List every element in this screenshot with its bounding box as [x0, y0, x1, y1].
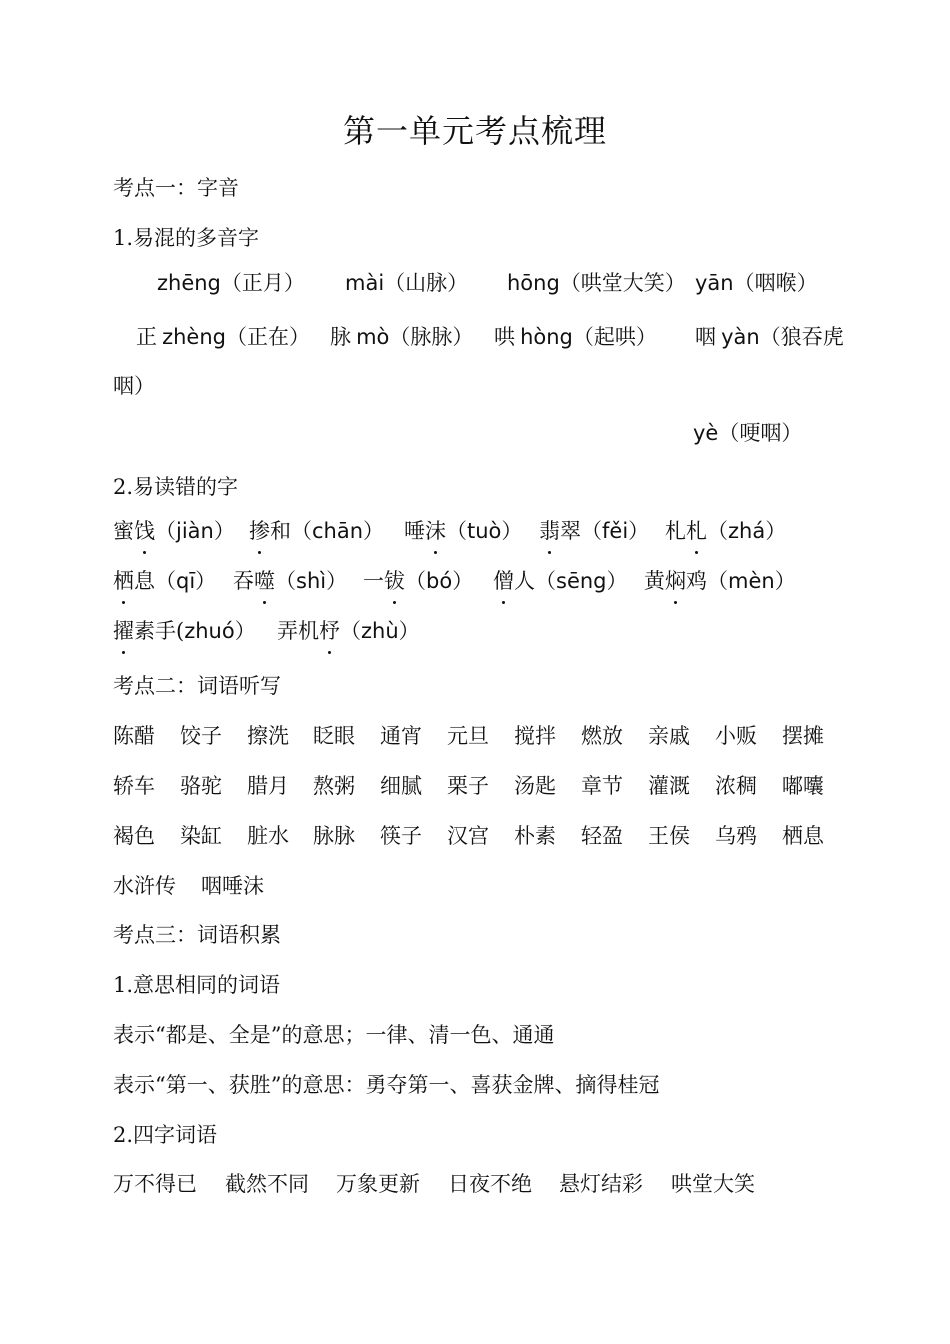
word: 汤匙	[514, 774, 556, 798]
word: 熬粥	[313, 774, 355, 798]
dotted-char: 杼	[319, 615, 340, 645]
example-word: （正在）	[226, 325, 310, 349]
word: 浓稠	[715, 774, 757, 798]
misread-row: 黄焖鸡（mèn）	[644, 565, 796, 595]
example-word: （起哄）	[572, 325, 657, 349]
word: 王侯	[648, 824, 690, 848]
word: 水浒传	[113, 874, 176, 898]
pinyin: zhēng	[157, 271, 221, 295]
poly-item	[157, 267, 305, 297]
misread-row: 掺和（chān）	[249, 515, 384, 545]
word: 轿车	[113, 774, 155, 798]
synonym-line: 表示“都是、全是”的意思；一律、清一色、通通	[113, 1023, 555, 1047]
idiom: 万象更新	[336, 1172, 420, 1196]
subheading-polyphonic: 1.易混的多音字	[113, 226, 260, 250]
pinyin: sēng	[556, 569, 607, 593]
section-heading-dictation: 考点二：词语听写	[113, 674, 281, 698]
word: 陈醋	[113, 724, 155, 748]
dotted-char: 栖	[113, 565, 134, 595]
pinyin: hòng	[520, 325, 573, 349]
word: 小贩	[715, 724, 757, 748]
page-title: 第一单元考点梳理	[342, 112, 607, 150]
poly-item	[695, 267, 818, 297]
word: 搅拌	[514, 724, 556, 748]
pinyin: shì	[296, 569, 327, 593]
word: 汉宫	[447, 824, 489, 848]
word: 栖息	[782, 824, 824, 848]
word: 饺子	[180, 724, 222, 748]
word: 摆摊	[782, 724, 824, 748]
example-word: （山脉）	[384, 271, 469, 295]
word: 朴素	[514, 824, 556, 848]
pinyin: tuò	[467, 519, 502, 543]
word: 乌鸦	[715, 824, 757, 848]
misread-row: 一钹（bó）	[363, 565, 473, 595]
poly-item	[330, 321, 473, 351]
word: 褐色	[113, 824, 155, 848]
word: 擦洗	[247, 724, 289, 748]
misread-row: 蜜饯（jiàn）	[113, 515, 235, 545]
word: 脉脉	[313, 824, 355, 848]
subheading-misread: 2.易读错的字	[113, 475, 239, 499]
misread-row: 札札（zhá）	[665, 515, 786, 545]
pinyin: bó	[426, 569, 453, 593]
dotted-char: 饯	[134, 515, 155, 545]
word: 轻盈	[581, 824, 623, 848]
pinyin: yān	[695, 271, 734, 295]
word: 筷子	[380, 824, 422, 848]
pinyin: zhá	[728, 519, 766, 543]
word: 染缸	[180, 824, 222, 848]
dotted-char: 翡	[539, 515, 560, 545]
misread-row: 翡翠（fěi）	[539, 515, 649, 545]
word: 腊月	[247, 774, 289, 798]
subheading-synonyms: 1.意思相同的词语	[113, 973, 281, 997]
example-word: （狼吞虎	[759, 325, 844, 349]
subheading-idioms: 2.四字词语	[113, 1123, 218, 1147]
dotted-char: 僧	[493, 565, 514, 595]
word: 燃放	[581, 724, 623, 748]
idiom: 截然不同	[225, 1172, 309, 1196]
word: 灌溉	[648, 774, 690, 798]
poly-item	[136, 321, 310, 351]
dotted-char: 噬	[254, 565, 275, 595]
dotted-char: 札	[686, 515, 707, 545]
section-heading-vocabulary: 考点三：词语积累	[113, 923, 281, 947]
misread-row: 唾沫（tuò）	[404, 515, 522, 545]
pinyin: fěi	[602, 519, 629, 543]
dotted-char: 焖	[665, 565, 686, 595]
poly-item	[345, 267, 468, 297]
pinyin: yàn	[721, 325, 760, 349]
character: 正	[136, 325, 157, 349]
word: 咽唾沫	[201, 874, 264, 898]
pinyin: mò	[356, 325, 390, 349]
poly-item	[693, 417, 802, 447]
example-word: （正月）	[220, 271, 305, 295]
dotted-char: 沫	[425, 515, 446, 545]
pinyin: chān	[312, 519, 364, 543]
word: 亲戚	[648, 724, 690, 748]
word: 嘟囔	[782, 774, 824, 798]
dotted-char: 擢	[113, 615, 134, 645]
misread-row: 僧人（sēng）	[493, 565, 628, 595]
example-word: （脉脉）	[389, 325, 474, 349]
idiom: 哄堂大笑	[671, 1172, 755, 1196]
idiom: 日夜不绝	[448, 1172, 532, 1196]
word: 栗子	[447, 774, 489, 798]
synonym-line: 表示“第一、获胜”的意思：勇夺第一、喜获金牌、摘得桂冠	[113, 1073, 660, 1097]
section-heading-pronunciation: 考点一：字音	[113, 176, 239, 200]
word: 骆驼	[180, 774, 222, 798]
idiom: 万不得已	[113, 1172, 197, 1196]
misread-row: 弄机杼（zhù）	[277, 615, 420, 645]
dotted-char: 掺	[249, 515, 270, 545]
pinyin: hōng	[507, 271, 560, 295]
misread-row: 栖息（qī）	[113, 565, 216, 595]
pinyin: zhuó	[184, 619, 235, 643]
dotted-char: 钹	[384, 565, 405, 595]
word: 通宵	[380, 724, 422, 748]
poly-item	[494, 321, 657, 351]
character: 哄	[494, 325, 515, 349]
pinyin: zhù	[361, 619, 399, 643]
poly-item	[695, 321, 844, 351]
pinyin: yè	[693, 421, 719, 445]
example-word: （咽喉）	[733, 271, 818, 295]
character: 脉	[330, 325, 351, 349]
pinyin: qī	[176, 569, 196, 593]
pinyin: zhèng	[162, 325, 226, 349]
pinyin: jiàn	[176, 519, 214, 543]
word: 眨眼	[313, 724, 355, 748]
word: 脏水	[247, 824, 289, 848]
character: 咽	[695, 325, 716, 349]
misread-row: 吞噬（shì）	[233, 565, 347, 595]
pinyin: mèn	[728, 569, 775, 593]
word: 细腻	[380, 774, 422, 798]
word: 元旦	[447, 724, 489, 748]
example-word: （哽咽）	[718, 421, 803, 445]
example-word: （哄堂大笑）	[559, 271, 686, 295]
idiom: 悬灯结彩	[559, 1172, 643, 1196]
misread-row: 擢素手(zhuó）	[113, 615, 256, 645]
word: 章节	[581, 774, 623, 798]
wrapped-text: 咽）	[113, 374, 155, 398]
pinyin: mài	[345, 271, 385, 295]
poly-item	[507, 267, 686, 297]
